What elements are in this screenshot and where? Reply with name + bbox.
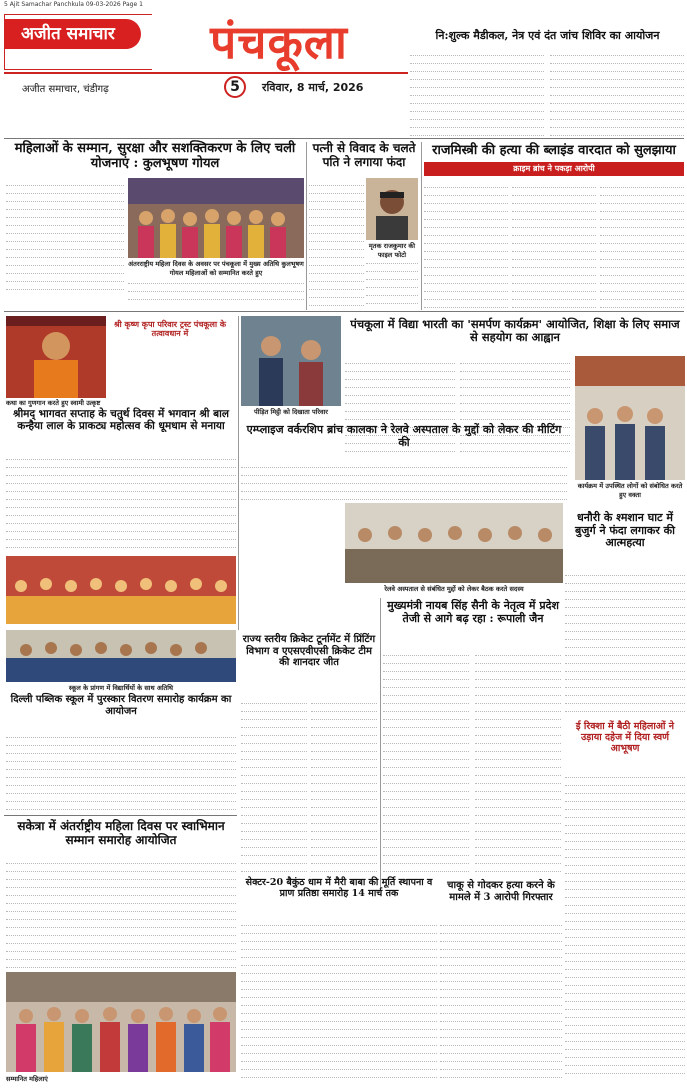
article-body-women-day — [6, 856, 236, 968]
photo-bhagwat-crowd — [6, 556, 236, 624]
issue-date: रविवार, 8 मार्च, 2026 — [262, 81, 364, 94]
headline-chain-snatching: ई रिक्शा में बैठी महिलाओं ने उड़ाया दहेज में दिया स्वर्ण आभूषण — [575, 721, 675, 754]
event-photo-icon — [575, 356, 685, 480]
caption-samarpan: कार्यक्रम में उपस्थित लोगों को संबोधित करते हुए वक्ता — [575, 481, 685, 499]
headline-vidya-bharati: पंचकूला में विद्या भारती का 'समर्पण कार्यक्रम' आयोजित, शिक्षा के लिए समाज से सहयोग का आह्वान — [350, 317, 680, 345]
women-photo-icon — [6, 972, 236, 1072]
swami-photo-icon — [6, 316, 106, 398]
subhead-mason-murder: क्राइम ब्रांच ने पकड़ा आरोपी — [424, 162, 684, 176]
brand-box — [4, 14, 152, 70]
caption-family: पीड़ित मिट्ठी को दिखाता परिवार — [241, 407, 341, 416]
caption-man: मृतक राजकुमार की फाइल फोटो — [364, 241, 420, 259]
print-header: 5 Ajit Samachar Panchkula 09-03-2026 Page 1 — [4, 1, 143, 8]
kicker-bhagwat: श्री कृष्ण कृपा परिवार ट्रस्ट पंचकूला के तत्वावधान में — [114, 319, 226, 339]
photo-swami — [6, 316, 106, 398]
headline-knife-attack: चाकू से गोदकर हत्या करने के मामले में 3 आरोपी गिरफ्तार — [447, 880, 555, 903]
headline-cricket: राज्य स्तरीय क्रिकेट टूर्नामेंट में प्रिंटिंग विभाग व एएसएवीएसी क्रिकेट टीम की शानदार जीत — [242, 634, 376, 668]
photo-school — [6, 630, 236, 682]
article-body-mason-1 — [424, 180, 508, 308]
caption-goel: अंतरराष्ट्रीय महिला दिवस के अवसर पर पंचकूला में मुख्य अतिथि कुलभूषण गोयल महिलाओं को सम्मानित करते हुए — [128, 260, 304, 277]
headline-cm-development: मुख्यमंत्री नायब सिंह सैनी के नेतृत्व में प्रदेश तेजी से आगे बढ़ रहा : रूपाली जैन — [387, 599, 559, 625]
article-body-health-camp — [410, 48, 544, 138]
article-body-chain — [565, 770, 685, 1082]
family-photo-icon — [241, 316, 341, 406]
headline-women-schemes: महिलाओं के सम्मान, सुरक्षा और सशक्तिकरण के लिए चली योजनाएं : कुलभूषण गोयल — [14, 141, 296, 171]
photo-women-felicitation — [128, 178, 304, 258]
section-title: पंचकूला — [210, 15, 348, 69]
article-body-knife — [440, 918, 562, 1082]
photo-family — [241, 316, 341, 406]
crowd-photo-icon — [6, 556, 236, 624]
meeting-photo-icon — [345, 503, 563, 583]
headline-shrimad-bhagwat: श्रीमद् भागवत सप्ताह के चतुर्थ दिवस में भगवान श्री बाल कन्हैया लाल के प्राकट्य महोत्सव की धूमधाम से मनाया — [13, 408, 229, 433]
article-body-mason-3 — [600, 180, 684, 308]
article-body-railway — [241, 460, 567, 500]
crowd-photo-icon — [128, 178, 304, 258]
portrait-icon — [366, 178, 418, 240]
photo-deceased-man — [366, 178, 418, 240]
headline-old-man-suicide: धनौरी के श्मशान घाट में बुजुर्ग ने फंदा लगाकर की आत्महत्या — [575, 511, 675, 550]
caption-bhagwat: कथा का गुणगान करते हुए स्वामी उत्कृष्ट — [6, 398, 236, 407]
page-number: 5 — [224, 76, 246, 98]
article-body-cm-2 — [475, 648, 561, 878]
article-body-mason-2 — [512, 180, 596, 308]
article-body-cricket-2 — [311, 696, 377, 872]
headline-mason-murder: राजमिस्त्री की हत्या की ब्लाइंड वारदात को सुलझाया — [432, 143, 676, 158]
headline-sector20: सेक्टर-20 बैकुंठ धाम में मैरी बाबा की मूर्ति स्थापना व प्राण प्रतिष्ठा समारोह 14 मार्च तक — [245, 877, 433, 899]
article-body-cm-1 — [383, 648, 469, 878]
masthead — [4, 14, 408, 132]
article-body-sector20 — [241, 918, 437, 1082]
caption-school: स्कूल के प्रांगण में विद्यार्थियों के साथ अतिथि — [6, 683, 236, 692]
article-body-dps — [6, 730, 236, 810]
headline-railway-meeting: एम्प्लाइज वर्करशिप ब्रांच कालका ने रेलवे अस्पताल के मुद्दों को लेकर की मीटिंग की — [246, 423, 562, 449]
school-photo-icon — [6, 630, 236, 682]
article-body-old-man — [565, 568, 685, 718]
brand-name: अजीत समाचार — [5, 19, 141, 49]
article-body-health-camp-2 — [550, 48, 684, 138]
city-line: अजीत समाचार, चंडीगढ़ — [22, 84, 109, 95]
photo-samarpan — [575, 356, 685, 480]
caption-women: सम्मानित महिलाएं — [6, 1074, 236, 1083]
article-body-wife-dispute-2 — [366, 256, 418, 306]
article-body-women-schemes-2 — [128, 276, 304, 304]
headline-international-women: सकेत्रा में अंतर्राष्ट्रीय महिला दिवस पर स्वाभिमान सम्मान समारोह आयोजित — [17, 819, 225, 847]
photo-meeting — [345, 503, 563, 583]
caption-meeting: रेलवे अस्पताल से संबंधित मुद्दों को लेकर बैठक करते सदस्य — [345, 584, 563, 593]
headline-health-camp: नि:शुल्क मैडीकल, नेत्र एवं दंत जांच शिविर का आयोजन — [435, 29, 660, 42]
headline-dps: दिल्ली पब्लिक स्कूल में पुरस्कार वितरण समारोह कार्यक्रम का आयोजन — [10, 694, 232, 717]
article-body-women-schemes — [6, 178, 124, 290]
article-body-wife-dispute — [309, 178, 364, 306]
photo-women-honoured — [6, 972, 236, 1072]
article-body-cricket-1 — [241, 696, 307, 872]
article-body-bhagwat — [6, 452, 236, 554]
headline-wife-dispute: पत्नी से विवाद के चलते पति ने लगाया फंदा — [312, 141, 416, 169]
